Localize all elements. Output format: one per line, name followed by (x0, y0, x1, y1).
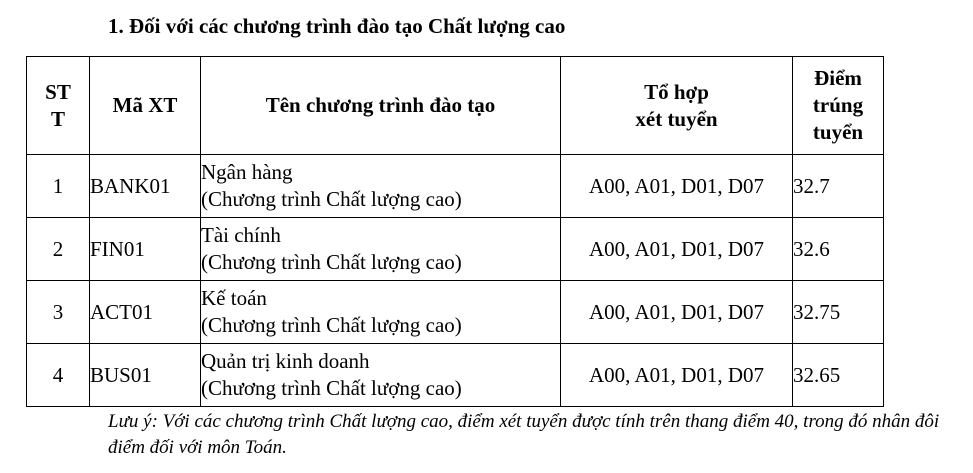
header-score (793, 57, 884, 155)
cell-code: BUS01 (90, 344, 201, 407)
header-combo-line1: Tổ hợp (644, 79, 709, 104)
cell-score: 32.7 (793, 155, 884, 218)
program-subtitle: (Chương trình Chất lượng cao) (201, 250, 462, 274)
header-stt (27, 57, 90, 155)
program-title: Quản trị kinh doanh (201, 349, 370, 373)
cell-program-name (201, 218, 561, 281)
cell-stt: 2 (27, 218, 90, 281)
cell-score: 32.6 (793, 218, 884, 281)
table-row (27, 281, 884, 344)
table-header-row (27, 57, 884, 155)
header-combo (561, 57, 793, 155)
program-title: Tài chính (201, 223, 281, 247)
footnote: Lưu ý: Với các chương trình Chất lượng cao, điểm xét tuyển được tính trên thang điểm 40, trong đó nhân đôi điểm đối với môn Toán. (108, 411, 940, 458)
cell-code: BANK01 (90, 155, 201, 218)
header-stt-line1: ST (45, 79, 71, 104)
cell-score: 32.75 (793, 281, 884, 344)
header-stt-line2: T (50, 106, 65, 131)
program-subtitle: (Chương trình Chất lượng cao) (201, 376, 462, 400)
table-row (27, 155, 884, 218)
cell-program-name (201, 155, 561, 218)
cell-program-name (201, 344, 561, 407)
cell-code: FIN01 (90, 218, 201, 281)
cell-stt: 1 (27, 155, 90, 218)
table-row (27, 344, 884, 407)
program-title: Kế toán (201, 286, 267, 310)
program-subtitle: (Chương trình Chất lượng cao) (201, 313, 462, 337)
section-heading: 1. Đối với các chương trình đào tạo Chất lượng cao (108, 14, 566, 38)
header-name: Tên chương trình đào tạo (201, 57, 561, 155)
cell-score: 32.65 (793, 344, 884, 407)
header-combo-line2: xét tuyển (635, 106, 718, 131)
program-title: Ngân hàng (201, 160, 293, 184)
program-subtitle: (Chương trình Chất lượng cao) (201, 187, 462, 211)
cell-code: ACT01 (90, 281, 201, 344)
cell-combo: A00, A01, D01, D07 (561, 218, 793, 281)
cell-stt: 4 (27, 344, 90, 407)
header-score-line3: tuyển (812, 120, 864, 144)
cell-combo: A00, A01, D01, D07 (561, 155, 793, 218)
cell-stt: 3 (27, 281, 90, 344)
header-score-line2: trúng (812, 93, 864, 117)
table-row (27, 218, 884, 281)
cell-combo: A00, A01, D01, D07 (561, 281, 793, 344)
header-score-line1: Điểm (814, 66, 862, 90)
cell-combo: A00, A01, D01, D07 (561, 344, 793, 407)
header-code: Mã XT (90, 57, 201, 155)
admission-scores-table (26, 56, 884, 407)
cell-program-name (201, 281, 561, 344)
